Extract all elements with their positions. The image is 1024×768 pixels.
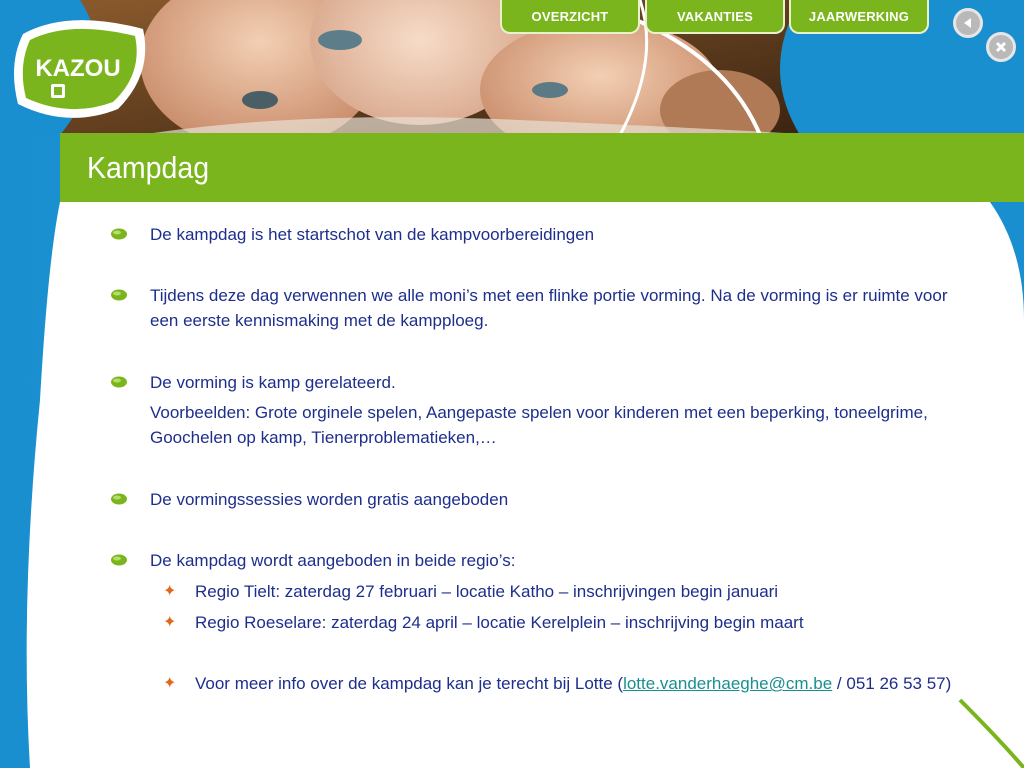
bullet-text-3-extra-line2: Goochelen op kamp, Tienerproblematieken,… [150,428,497,447]
bullet-icon [110,228,128,240]
sub-bullet-icon: ✦ [163,675,177,692]
back-button[interactable] [953,8,983,38]
info-prefix: Voor meer info over de kampdag kan je terecht bij Lotte ( [195,674,624,693]
bullet-text-3: De vorming is kamp gerelateerd. [150,373,396,392]
email-link[interactable]: lotte.vanderhaeghe@cm.be [623,674,833,693]
bullet-icon [110,493,128,505]
kazou-logo[interactable] [8,14,148,124]
nav-vakanties[interactable]: VAKANTIES [645,0,785,34]
bullet-text-2-line1: Tijdens deze dag verwennen we alle moni’s met een flinke portie vorming. Na de vorming is er ruimte voor [150,286,948,305]
close-icon [994,40,1008,54]
bullet-text-5: De kampdag wordt aangeboden in beide regio’s: [150,551,516,570]
bullet-text-1: De kampdag is het startschot van de kampvoorbereidingen [150,225,595,244]
info-suffix: / 051 26 53 57) [832,674,952,693]
logo-text: KAZOU [35,55,121,82]
bullet-text-3-extra-line1: Voorbeelden: Grote orginele spelen, Aangepaste spelen voor kinderen met een beperking, toneelgrime, [150,403,928,422]
info-line [195,671,995,696]
close-button[interactable] [986,32,1016,62]
sub-bullet-icon: ✦ [163,614,177,631]
bullet-icon [110,289,128,301]
sub-item-2: Regio Roeselare: zaterdag 24 april – locatie Kerelplein – inschrijving begin maart [195,613,804,632]
sub-bullet-icon: ✦ [163,583,177,600]
bullet-icon [110,554,128,566]
page-title: Kampdag [87,150,210,185]
bullet-text-4: De vormingssessies worden gratis aangeboden [150,490,509,509]
bullet-text-2-line2: een eerste kennismaking met de kampploeg. [150,311,489,330]
back-arrow-icon [961,16,975,30]
nav-overzicht[interactable]: OVERZICHT [500,0,640,34]
bullet-icon [110,376,128,388]
nav-jaarwerking[interactable]: JAARWERKING [789,0,929,34]
sub-item-1: Regio Tielt: zaterdag 27 februari – locatie Katho – inschrijvingen begin januari [195,582,779,601]
